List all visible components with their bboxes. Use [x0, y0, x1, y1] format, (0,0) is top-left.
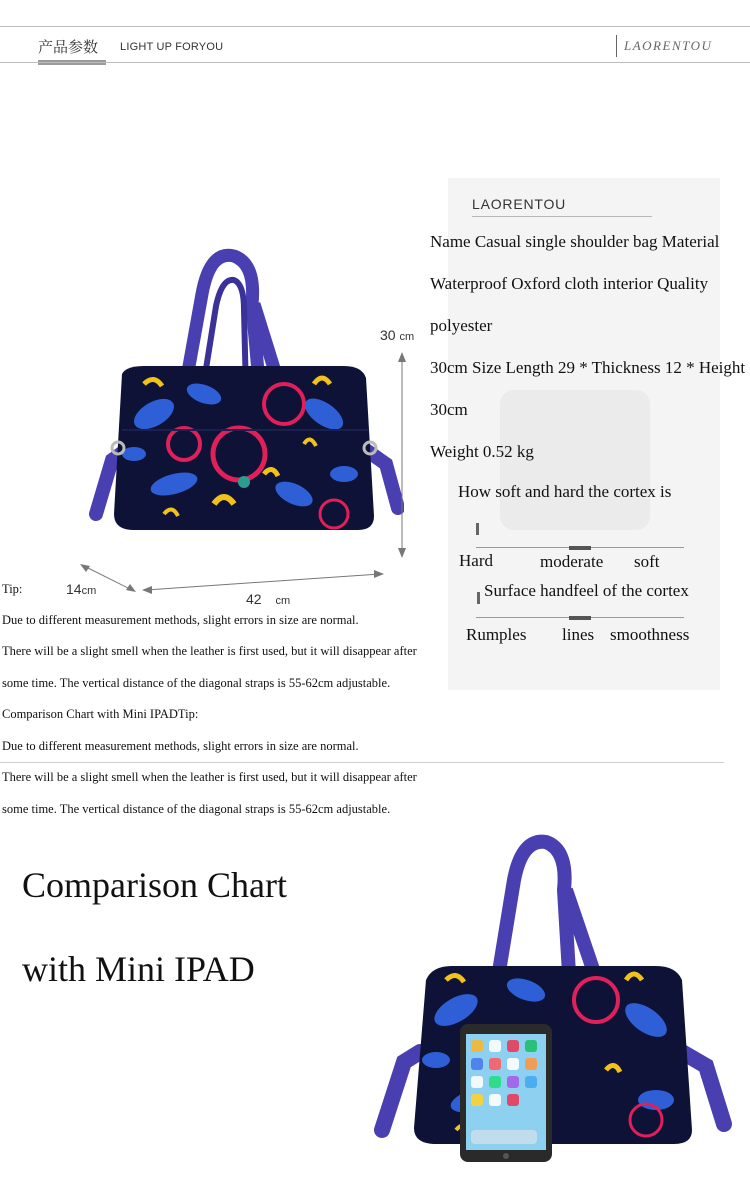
tip-line-1: Tip: [2, 582, 23, 596]
depth-dimension-label [66, 581, 96, 597]
softness-label-soft: soft [634, 552, 660, 571]
handfeel-label-lines: lines [562, 625, 595, 644]
handfeel-scale-marker [569, 616, 591, 620]
comparison-title-line-2: with Mini IPAD [22, 949, 255, 989]
softness-scale-title: How soft and hard the cortex is [458, 482, 672, 501]
spec-line-weight: Weight 0.52 kg [430, 442, 534, 461]
length-dimension-label [246, 591, 290, 607]
tip-line-7: There will be a slight smell when the leather is first used, but it will disappear after [2, 770, 417, 784]
tip-line-3: There will be a slight smell when the leather is first used, but it will disappear after [2, 644, 417, 658]
handfeel-label-smoothness: smoothness [610, 625, 690, 644]
softness-scale-marker [569, 546, 591, 550]
comparison-title-line-1: Comparison Chart [22, 865, 287, 905]
length-unit: cm [275, 595, 291, 607]
handfeel-scale-title: Surface handfeel of the cortex [484, 581, 689, 600]
spec-brand-underline [472, 216, 652, 217]
length-value: 42 [246, 591, 262, 607]
tip-line-4: some time. The vertical distance of the diagonal straps is 55-62cm adjustable. [2, 676, 391, 690]
spec-line-quality: polyester [430, 316, 493, 335]
spec-line-material: Waterproof Oxford cloth interior Quality [430, 274, 709, 293]
ipad-mini-photo [460, 1024, 552, 1162]
header-cn-title: 产品参数 [38, 38, 99, 56]
height-value: 30 [380, 327, 396, 343]
tips-divider [0, 762, 724, 763]
tip-line-2: Due to different measurement methods, slight errors in size are normal. [2, 613, 359, 627]
spec-line-size: 30cm Size Length 29 * Thickness 12 * Height [430, 358, 746, 377]
spec-line-height: 30cm [430, 400, 468, 419]
softness-label-moderate: moderate [540, 552, 604, 571]
height-unit: cm [399, 331, 415, 343]
tip-line-5: Comparison Chart with Mini IPADTip: [2, 707, 199, 721]
tip-line-8: some time. The vertical distance of the diagonal straps is 55-62cm adjustable. [2, 802, 391, 816]
spec-brand: LAORENTOU [472, 196, 567, 212]
tip-line-6: Due to different measurement methods, slight errors in size are normal. [2, 739, 359, 753]
height-dimension-label [380, 327, 414, 343]
depth-unit: cm [81, 585, 97, 597]
header-brand: LAORENTOU [624, 38, 713, 53]
header-en-subtitle: LIGHT UP FORYOU [120, 41, 224, 53]
handfeel-label-rumples: Rumples [466, 625, 527, 644]
softness-label-hard: Hard [459, 551, 493, 570]
comparison-handbag-photo [356, 830, 742, 1170]
depth-value: 14 [66, 581, 82, 597]
softness-scale-start-tick [476, 523, 479, 535]
handfeel-scale-start-tick [477, 592, 480, 604]
spec-line-name: Name Casual single shoulder bag Material [430, 232, 720, 251]
